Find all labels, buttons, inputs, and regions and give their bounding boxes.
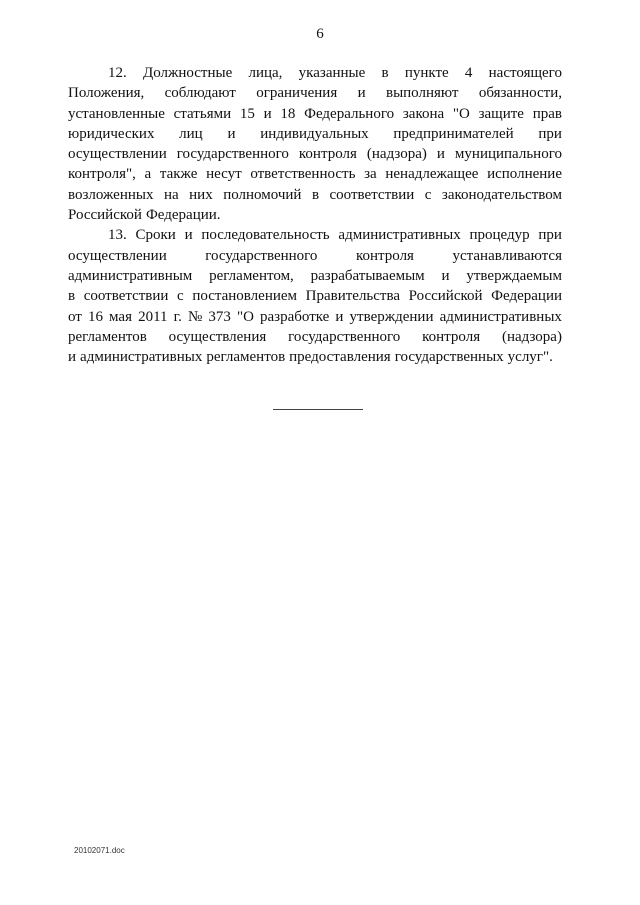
paragraph-2-line: административным регламентом, разрабатываемым и утверждаемым xyxy=(68,267,562,284)
page-number: 6 xyxy=(316,26,324,42)
paragraph-1-line: 12. Должностные лица, указанные в пункте 4 настоящего xyxy=(108,65,562,81)
footer-file-name: 20102071.doc xyxy=(74,846,125,855)
paragraph-1-line: юридических лиц и индивидуальных предпринимателей при xyxy=(68,125,562,142)
paragraph-2-line: регламентов осуществления государственного контроля (надзора) xyxy=(68,328,562,345)
paragraph-2-line: и административных регламентов предоставления государственных услуг". xyxy=(68,349,553,366)
paragraph-1-line: Положения, соблюдают ограничения и выполняют обязанности, xyxy=(68,85,562,102)
paragraph-2-line: от 16 мая 2011 г. № 373 "О разработке и утверждении административных xyxy=(68,308,562,325)
paragraph-2-line: 13. Сроки и последовательность административных процедур при xyxy=(108,227,562,244)
document-body xyxy=(68,63,562,367)
paragraph-1-line: контроля", а также несут ответственность за ненадлежащее исполнение xyxy=(68,166,562,183)
paragraph-1-line: установленные статьями 15 и 18 Федерального закона "О защите прав xyxy=(68,105,562,122)
paragraph-2-line: в соответствии с постановлением Правительства Российской Федерации xyxy=(68,288,562,305)
end-divider xyxy=(273,409,363,410)
paragraph-1-line: Российской Федерации. xyxy=(68,207,221,224)
paragraph-1-line: возложенных на них полномочий в соответствии с законодательством xyxy=(68,186,562,203)
paragraph-2-line: осуществлении государственного контроля устанавливаются xyxy=(68,247,562,264)
paragraph-1-line: осуществлении государственного контроля (надзора) и муниципального xyxy=(68,146,562,163)
